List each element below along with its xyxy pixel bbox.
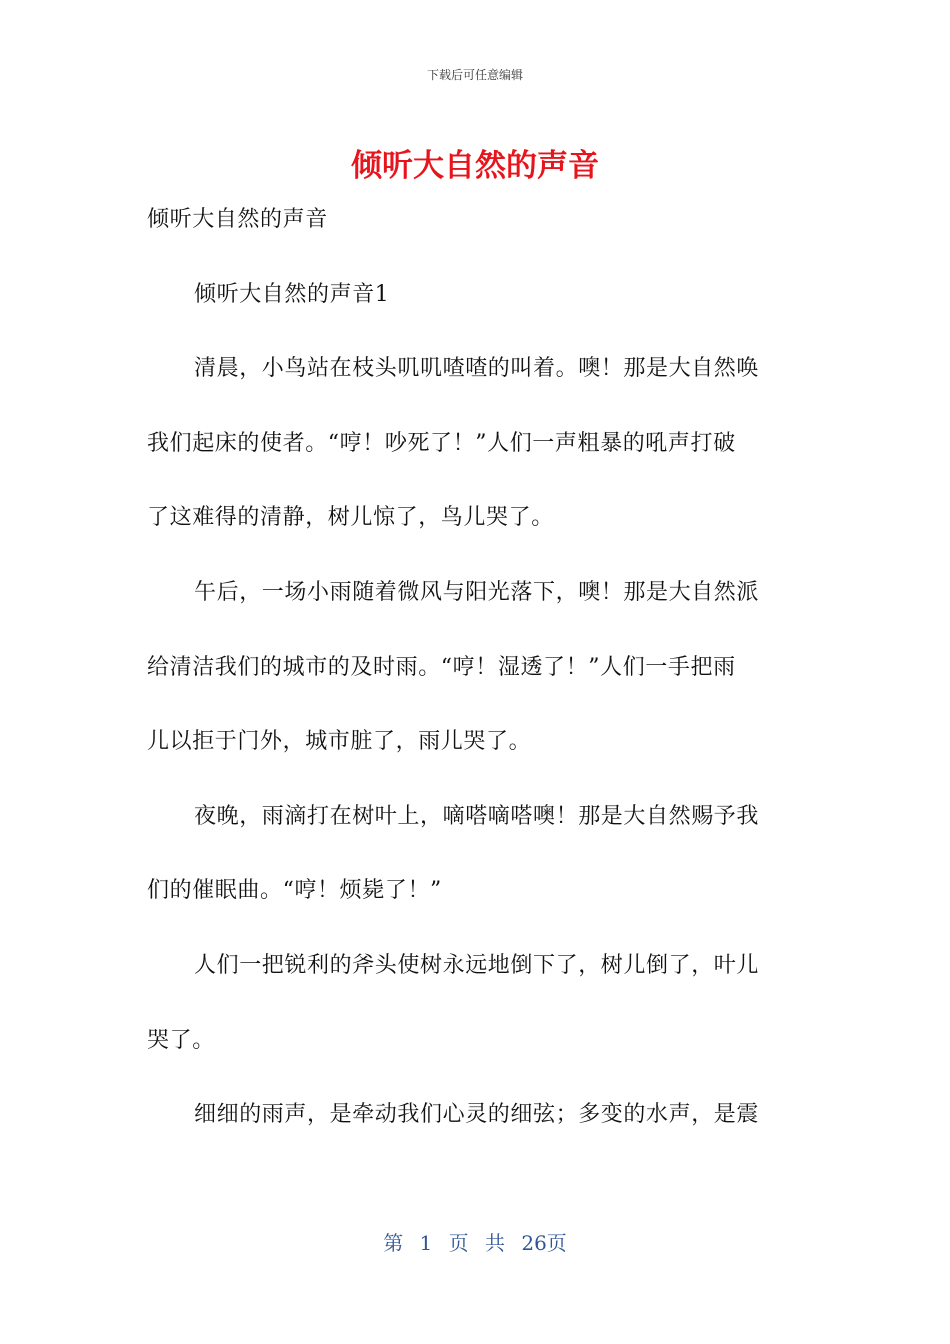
text-line: 细细的雨声，是牵动我们心灵的细弦；多变的水声，是震	[194, 1102, 760, 1128]
text-line: 人们一把锐利的斧头使树永远地倒下了，树儿倒了，叶儿	[194, 952, 760, 978]
text-line: 清晨，小鸟站在枝头叽叽喳喳的叫着。噢！那是大自然唤	[194, 356, 760, 382]
total-pages: 26页	[521, 1231, 567, 1255]
footer-label-di: 第	[383, 1231, 404, 1255]
body-text	[147, 200, 797, 1170]
text-line: 给清洁我们的城市的及时雨。“哼！湿透了！”人们一手把雨	[147, 654, 736, 680]
text-line: 我们起床的使者。“哼！吵死了！”人们一声粗暴的吼声打破	[147, 430, 736, 456]
footer-label-gong: 共	[485, 1231, 505, 1255]
text-line: 夜晚，雨滴打在树叶上，嘀嗒嘀嗒噢！那是大自然赐予我	[194, 803, 760, 829]
footer-label-ye: 页	[448, 1231, 469, 1255]
page-footer	[0, 1227, 950, 1256]
text-line: 们的催眠曲。“哼！烦毙了！”	[147, 878, 442, 904]
text-line: 倾听大自然的声音1	[194, 281, 390, 307]
text-line: 儿以拒于门外，城市脏了，雨儿哭了。	[147, 729, 532, 755]
document-title: 倾听大自然的声音	[351, 148, 599, 184]
text-line: 哭了。	[147, 1027, 215, 1053]
text-line: 了这难得的清静，树儿惊了，鸟儿哭了。	[147, 505, 554, 531]
text-line: 倾听大自然的声音	[147, 207, 328, 232]
header-note: 下载后可任意编辑	[426, 68, 523, 82]
current-page-number: 1	[419, 1231, 433, 1255]
text-line: 午后，一场小雨随着微风与阳光落下，噢！那是大自然派	[194, 579, 760, 605]
